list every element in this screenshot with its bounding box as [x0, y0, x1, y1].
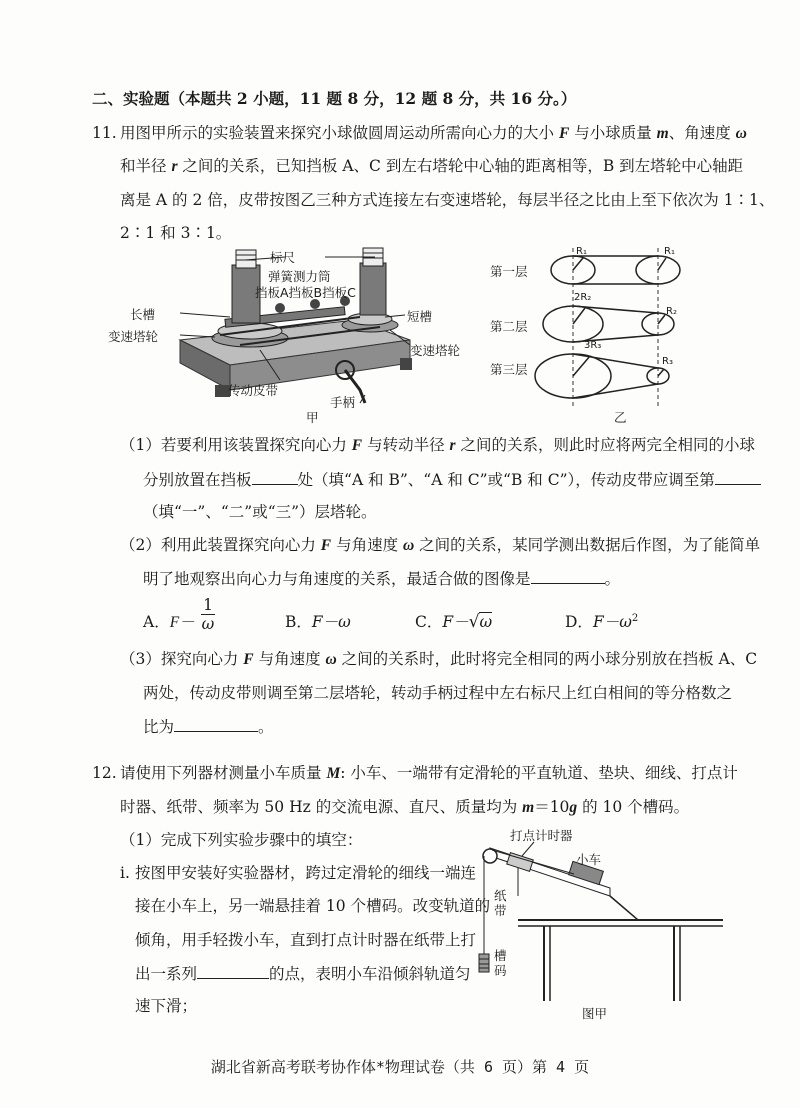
- q11-p1-line1: （1）若要利用该装置探究向心力 F 与转动半径 r 之间的关系，则此时应将两完全相同的小球: [120, 436, 755, 454]
- q11-p3-line1: （3）探究向心力 F 与角速度 ω 之间的关系时，此时将完全相同的两小球分别放在挡板 A、C: [120, 650, 758, 668]
- label-duancao: 短槽: [407, 309, 433, 324]
- track-drawing: [478, 826, 728, 1026]
- label-dangban: 挡板A挡板B挡板C: [255, 285, 356, 300]
- label-biansu-left: 变速塔轮: [108, 329, 159, 344]
- label-timer: 打点计时器: [510, 828, 573, 843]
- label-weights: 槽码: [494, 948, 507, 978]
- q12-line2: 时器、纸带、频率为 50 Hz 的交流电源、直尺、质量均为 m＝10g 的 10 个槽码。: [120, 798, 690, 816]
- q12-i-line5: 速下滑；: [135, 997, 198, 1015]
- label-r3a: 3R₃: [584, 340, 602, 351]
- label-layer1: 第一层: [490, 264, 528, 279]
- q12-i-line1: 按图甲安装好实验器材，跨过定滑轮的细线一端连: [135, 864, 477, 882]
- label-r1a: R₁: [576, 246, 587, 257]
- label-biansu-right: 变速塔轮: [410, 343, 461, 358]
- q11-p3-line2: 两处，传动皮带则调至第二层塔轮，转动手柄过程中左右标尺上红白相间的等分格数之: [143, 684, 733, 702]
- figure-q12: [478, 826, 728, 1026]
- q11-stem-line2: 和半径 r 之间的关系，已知挡板 A、C 到左右塔轮中心轴的距离相等，B 到左塔轮中心轴距: [120, 157, 744, 175]
- q12-step-heading: （1）完成下列实验步骤中的填空：: [120, 831, 363, 849]
- label-changcao: 长槽: [130, 307, 156, 322]
- label-tape: 纸带: [494, 888, 507, 918]
- figure-jia: [108, 245, 470, 425]
- section-title: 二、实验题（本题共 2 小题，11 题 8 分，12 题 8 分，共 16 分。）: [92, 89, 577, 108]
- q11-stem-line3: 离是 A 的 2 倍，皮带按图乙三种方式连接左右变速塔轮，每层半径之比由上至下依次为 1∶1、: [120, 191, 775, 209]
- caption-q12-jia: 图甲: [582, 1006, 608, 1021]
- label-r2a: 2R₂: [574, 292, 592, 303]
- q12-line1: 请使用下列器材测量小车质量 M: 小车、一端带有定滑轮的平直轨道、垫块、细线、打点计: [120, 764, 738, 782]
- label-shoubing: 手柄: [330, 395, 356, 410]
- option-b: B．F－ω: [285, 613, 351, 631]
- q12-i-line3: 倾角，用手轻拨小车，直到打点计时器在纸带上打: [135, 931, 477, 949]
- label-r2b: R₂: [666, 306, 677, 317]
- q11-p2-line2: 明了地观察出向心力与角速度的关系，最适合做的图像是 。: [143, 567, 620, 590]
- q11-stem-line4: 2∶1 和 3∶1。: [120, 224, 232, 242]
- answer-blank-baffle[interactable]: [252, 468, 298, 485]
- q11-p2-options: [143, 598, 743, 638]
- q11-number: 11.: [92, 124, 117, 142]
- q11-p2-line1: （2）利用此装置探究向心力 F 与角速度 ω 之间的关系，某同学测出数据后作图，为了能简单: [120, 536, 761, 554]
- q11-p1-line3: （填“一”、“二”或“三”）层塔轮。: [143, 503, 377, 521]
- label-pidai: 传动皮带: [228, 383, 279, 398]
- option-c: C．F－√ω: [415, 612, 493, 632]
- answer-blank-dots[interactable]: [197, 962, 269, 979]
- label-layer3: 第三层: [490, 362, 528, 377]
- label-tanhuang: 弹簧测力筒: [268, 269, 331, 284]
- label-layer2: 第二层: [490, 319, 528, 334]
- label-cart: 小车: [576, 852, 602, 867]
- figure-yi: [490, 248, 710, 428]
- option-a-fraction: 1 ω: [201, 596, 215, 633]
- answer-blank-graph[interactable]: [531, 567, 605, 584]
- answer-blank-ratio[interactable]: [174, 715, 258, 732]
- answer-blank-layer[interactable]: [715, 468, 761, 485]
- q12-i-line4: 出一系列 的点，表明小车沿倾斜轨道匀: [135, 962, 471, 985]
- page-footer: 湖北省新高考联考协作体*物理试卷（共 6 页）第 4 页: [210, 1058, 590, 1076]
- label-r1b: R₁: [664, 246, 675, 257]
- q11-p1-line2: 分别放置在挡板 处（填“A 和 B”、“A 和 C”或“B 和 C”），传动皮带应调至第: [143, 468, 761, 491]
- q12-number: 12.: [92, 764, 117, 782]
- q11-p3-line3: 比为 。: [143, 715, 274, 738]
- caption-jia: 甲: [306, 410, 319, 425]
- label-r3b: R₃: [662, 356, 673, 367]
- label-biaochi: 标尺: [270, 250, 296, 265]
- q11-stem-line1: 用图甲所示的实验装置来探究小球做圆周运动所需向心力的大小 F 与小球质量 m、角速度 ω: [120, 124, 747, 142]
- option-d: D．$F-\omega^2$: [565, 612, 639, 631]
- caption-yi: 乙: [614, 410, 627, 425]
- q12-i-line2: 接在小车上，另一端悬挂着 10 个槽码。改变轨道的: [135, 897, 491, 915]
- option-a: A．F－: [143, 613, 195, 631]
- q12-i-number: i.: [120, 864, 130, 882]
